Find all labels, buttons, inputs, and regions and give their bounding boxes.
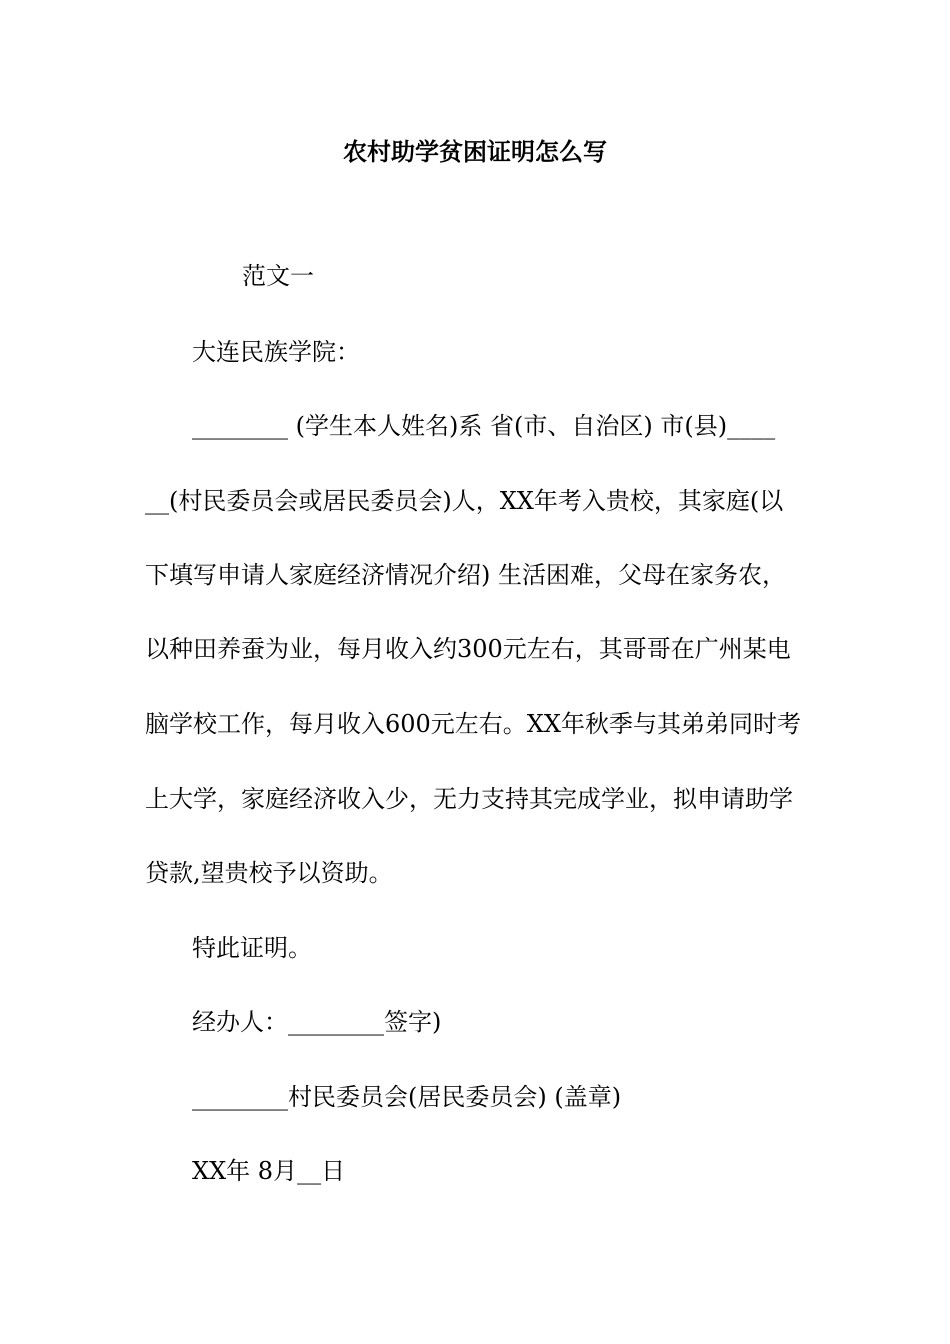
sample-label: 范文一 [242,262,314,290]
body-line-1: ________ (学生本人姓名)系 省(市、自治区) 市(县)____ [192,412,776,440]
body-line-3: 下填写申请人家庭经济情况介绍) 生活困难，父母在家务农， [145,561,786,589]
body-line-2: __(村民委员会或居民委员会)人，XX年考入贵校，其家庭(以 [145,487,784,515]
handler-signature-line: 经办人：________签字) [192,1008,442,1036]
closing-line: 特此证明。 [192,934,312,962]
recipient-line: 大连民族学院： [192,338,360,366]
committee-seal-line: ________村民委员会(居民委员会) (盖章) [192,1083,622,1111]
body-line-6: 上大学，家庭经济收入少，无力支持其完成学业，拟申请助学 [145,785,793,813]
body-line-7: 贷款,望贵校予以资助。 [145,859,393,887]
body-line-4: 以种田养蚕为业，每月收入约300元左右，其哥哥在广州某电 [145,635,791,663]
document-title: 农村助学贫困证明怎么写 [343,137,607,166]
body-line-5: 脑学校工作，每月收入600元左右。XX年秋季与其弟弟同时考 [145,710,801,738]
date-line: XX年 8月__日 [192,1157,346,1185]
